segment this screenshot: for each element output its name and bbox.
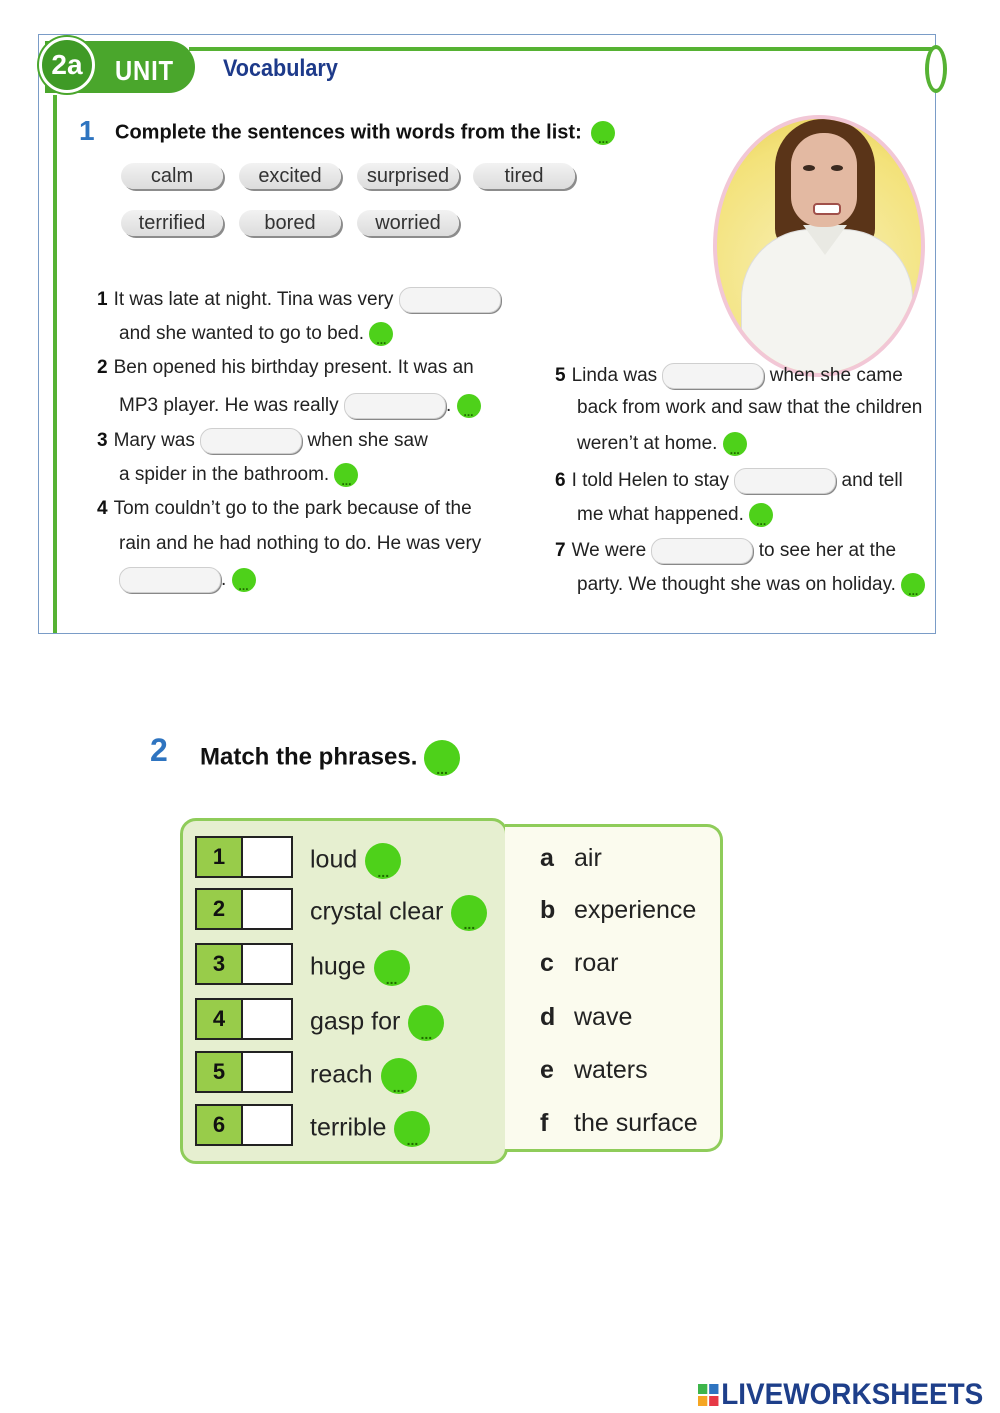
audio-dot-icon[interactable] <box>381 1058 417 1094</box>
audio-dot-icon[interactable] <box>451 895 487 931</box>
word-pill[interactable]: terrified <box>121 210 223 236</box>
phrase: reach... <box>310 1058 417 1094</box>
match-option: a air <box>540 844 602 872</box>
audio-dot-icon[interactable] <box>723 432 747 456</box>
sentence-2: 2 Ben opened his birthday present. It was an <box>97 357 474 378</box>
sentence-7: 7 We were to see her at the <box>555 538 896 564</box>
word-pill[interactable]: surprised <box>357 163 459 189</box>
liveworksheets-logo[interactable]: LIVEWORKSHEETS <box>698 1378 983 1412</box>
audio-dot-icon[interactable] <box>334 463 358 487</box>
answer-blank[interactable] <box>651 538 753 564</box>
instruction-text: Complete the sentences with words from the list: <box>115 121 582 144</box>
phrase: terrible... <box>310 1111 430 1147</box>
sentence-5: 5 Linda was when she came <box>555 363 903 389</box>
phrase: huge... <box>310 950 410 986</box>
exercise-1-number: 1 <box>79 115 95 146</box>
audio-dot-icon[interactable] <box>591 121 615 145</box>
answer-blank[interactable] <box>200 428 302 454</box>
word-pill[interactable]: excited <box>239 163 341 189</box>
exercise-1-instruction <box>115 121 615 145</box>
match-option: b experience <box>540 896 697 924</box>
unit-badge: 2a <box>39 37 95 93</box>
answer-blank[interactable] <box>662 363 764 389</box>
phrase: crystal clear... <box>310 895 487 931</box>
match-option: f the surface <box>540 1109 698 1137</box>
row-number: 3 <box>195 943 243 985</box>
exercise-2-instruction: Match the phrases. ... <box>200 740 460 776</box>
answer-blank[interactable] <box>119 567 221 593</box>
sentence-3-cont: a spider in the bathroom. ... <box>119 463 358 487</box>
corner-ornament <box>925 45 947 93</box>
woman-photo <box>713 115 925 377</box>
answer-box[interactable] <box>241 1051 293 1093</box>
match-option: c roar <box>540 949 619 977</box>
sentence-4-end: . ... <box>119 567 256 593</box>
sentence-5-cont: back from work and saw that the children <box>577 397 923 418</box>
answer-box[interactable] <box>241 888 293 930</box>
sentence-4-cont: rain and he had nothing to do. He was very <box>119 533 482 554</box>
audio-dot-icon[interactable] <box>424 740 460 776</box>
audio-dot-icon[interactable] <box>901 573 925 597</box>
sentence-3: 3 Mary was when she saw <box>97 428 428 454</box>
word-pill[interactable]: tired <box>473 163 575 189</box>
row-number: 5 <box>195 1051 243 1093</box>
liveworksheets-icon <box>698 1384 718 1406</box>
answer-blank[interactable] <box>399 287 501 313</box>
audio-dot-icon[interactable] <box>749 503 773 527</box>
sentence-4: 4 Tom couldn’t go to the park because of the <box>97 498 472 519</box>
unit-word: UNIT <box>115 55 174 86</box>
row-number: 2 <box>195 888 243 930</box>
sentence-1-cont: and she wanted to go to bed. ... <box>119 322 393 346</box>
audio-dot-icon[interactable] <box>365 843 401 879</box>
sentence-1: 1 It was late at night. Tina was very <box>97 287 501 313</box>
audio-dot-icon[interactable] <box>408 1005 444 1041</box>
sentence-6: 6 I told Helen to stay and tell <box>555 468 903 494</box>
header-rule <box>189 47 935 51</box>
row-number: 1 <box>195 836 243 878</box>
audio-dot-icon[interactable] <box>457 394 481 418</box>
sentence-7-cont: party. We thought she was on holiday. ... <box>577 573 925 597</box>
word-pill[interactable]: worried <box>357 210 459 236</box>
answer-box[interactable] <box>241 836 293 878</box>
sentence-5-end: weren’t at home. ... <box>577 432 747 456</box>
row-number: 6 <box>195 1104 243 1146</box>
match-right-panel <box>505 824 723 1152</box>
audio-dot-icon[interactable] <box>232 568 256 592</box>
audio-dot-icon[interactable] <box>374 950 410 986</box>
answer-blank[interactable] <box>734 468 836 494</box>
phrase: loud... <box>310 843 401 879</box>
exercise-1-panel <box>38 34 936 634</box>
word-pill[interactable]: bored <box>239 210 341 236</box>
audio-dot-icon[interactable] <box>369 322 393 346</box>
answer-box[interactable] <box>241 943 293 985</box>
section-title: Vocabulary <box>223 55 338 82</box>
match-option: d wave <box>540 1003 633 1031</box>
word-pill[interactable]: calm <box>121 163 223 189</box>
answer-box[interactable] <box>241 1104 293 1146</box>
left-rule <box>53 95 57 633</box>
audio-dot-icon[interactable] <box>394 1111 430 1147</box>
sentence-6-cont: me what happened. ... <box>577 503 773 527</box>
sentence-2-cont: MP3 player. He was really . ... <box>119 393 481 419</box>
row-number: 4 <box>195 998 243 1040</box>
match-option: e waters <box>540 1056 648 1084</box>
phrase: gasp for... <box>310 1005 444 1041</box>
answer-blank[interactable] <box>344 393 446 419</box>
answer-box[interactable] <box>241 998 293 1040</box>
exercise-2-number: 2 <box>150 732 168 768</box>
